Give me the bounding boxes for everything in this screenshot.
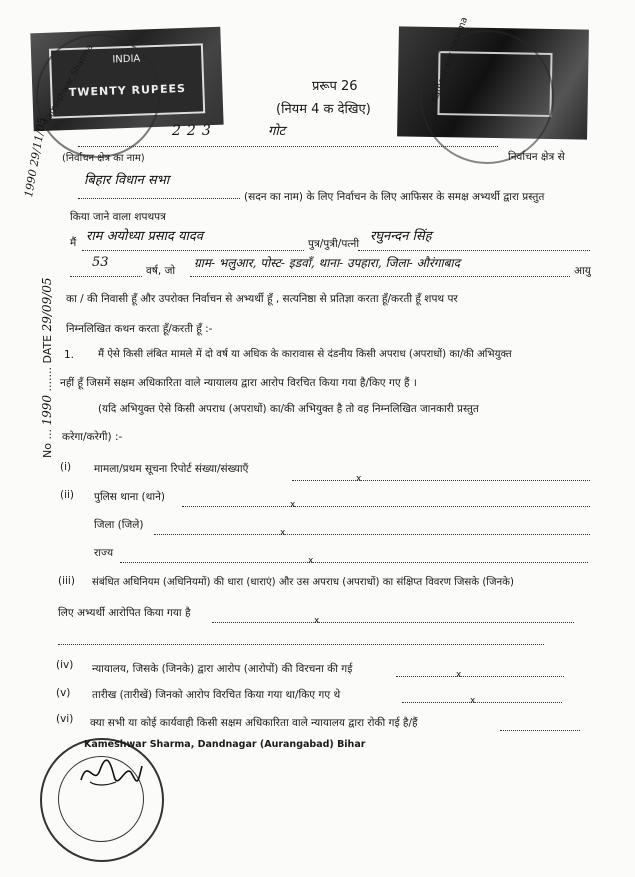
year-label: वर्ष, जो <box>146 265 176 277</box>
item-v-line <box>402 702 562 703</box>
item-v-number: (v) <box>56 687 71 699</box>
item-ii-text: पुलिस थाना (थाने) <box>94 491 166 503</box>
item-i-text: मामला/प्रथम सूचना रिपोर्ट संख्या/संख्याएँ <box>94 463 249 475</box>
house-line <box>78 198 240 199</box>
constituency-name-label: (निर्वाचन क्षेत्र का नाम) <box>62 153 145 164</box>
affidavit-line5: का / की निवासी हूँ और उपरोक्त निर्वाचन से अभ्यर्थी हूँ , सत्यनिष्ठा से प्रतिज्ञा करता हूँ/करती हूँ शपथ पर <box>66 293 458 305</box>
seal-text-bottom-left: Kameshwar Sharma, Dandnagar (Aurangabad) Bihar <box>84 739 366 750</box>
constituency-suffix: निर्वाचन क्षेत्र से <box>508 151 565 163</box>
margin-register-stamp: No ... 1990 ....... DATE 29/09/05 <box>40 277 54 458</box>
affidavit-line6: निम्नलिखित कथन करता हूँ/करती हूँ :- <box>66 323 213 335</box>
handwritten-number: 223 <box>172 123 217 139</box>
item-iv-line <box>396 676 564 677</box>
item-iii-cross: x <box>314 616 320 626</box>
item-v-text: तारीख (तारीखें) जिनको आरोप विरचित किया गया था/किए गए थे <box>92 689 341 701</box>
address-line <box>190 276 570 277</box>
no-label: No <box>41 443 54 458</box>
margin-date-handwritten: 1990 29/11/05 <box>22 116 49 199</box>
item-ii-c-text: राज्य <box>94 547 114 559</box>
item-ii-b-cross: x <box>280 528 286 538</box>
item-v-cross: x <box>470 696 476 706</box>
stamp-line2: TWENTY RUPEES <box>68 81 187 100</box>
father-line <box>358 250 590 251</box>
house-label: (सदन का नाम) के लिए निर्वाचन के लिए आफिसर के समक्ष अभ्यर्थी द्वारा प्रस्तुत <box>244 191 545 203</box>
date-label: DATE <box>41 334 54 364</box>
age-line <box>70 276 142 277</box>
item-ii-c-cross: x <box>308 556 314 566</box>
item1-number: 1. <box>64 349 75 361</box>
item-vi-line <box>500 730 580 731</box>
constituency-line <box>78 146 498 147</box>
item-iv-number: (iv) <box>56 659 74 671</box>
item-iii-line1: संबंधित अधिनियम (अधिनियमों) की धारा (धाराएं) और उस अपराध (अपराधों) का संक्षिप्त विवरण जिसके (जिनके) <box>92 577 514 588</box>
item-ii-cross: x <box>290 500 296 510</box>
stamp-line1: INDIA <box>112 53 141 66</box>
handwritten-suffix: गोट <box>268 124 286 139</box>
form-title: प्ररूप 26 <box>312 79 358 94</box>
seal-text-top-right: Kameshwar Sharma <box>429 15 471 105</box>
item-i-cross: x <box>356 474 362 484</box>
item-ii-number: (ii) <box>60 489 75 501</box>
item-iii-line2: लिए अभ्यर्थी आरोपित किया गया है <box>58 607 191 619</box>
form-rule: (नियम 4 क देखिए) <box>276 102 371 117</box>
item1-line4: करेगा/करेगी) :- <box>62 431 123 443</box>
affidavit-line2: किया जाने वाला शपथपत्र <box>70 211 166 223</box>
main-prefix: मैं <box>70 237 77 249</box>
item-ii-b-line <box>154 534 590 535</box>
address-value: ग्राम- भलुआर, पोस्ट- इडवाँ, थाना- उपहारा, जिला- औरंगाबाद <box>194 256 460 270</box>
item1-line2: नहीं हूँ जिसमें सक्षम अधिकारिता वाले न्यायालय द्वारा आरोप विरचित किया गया है/किए गए हैं । <box>60 377 417 389</box>
item-iii-line-2 <box>58 644 544 645</box>
age-value: 53 <box>92 255 109 270</box>
item-ii-c-line <box>120 562 588 563</box>
father-name: रघुनन्दन सिंह <box>370 229 432 244</box>
item-i-line <box>292 480 590 481</box>
item-vi-number: (vi) <box>56 713 74 725</box>
item-ii-b-text: जिला (जिले) <box>94 519 144 531</box>
no-value: 1990 <box>40 394 54 426</box>
item1-line3: (यदि अभियुक्त ऐसे किसी अपराध (अपराधों) का/की अभियुक्त है तो वह निम्नलिखित जानकारी प्रस्तुत <box>98 403 479 415</box>
signature-icon <box>76 752 146 792</box>
item-iii-line <box>212 622 574 623</box>
item1-line1: मैं ऐसे किसी लंबित मामले में दो वर्ष या अधिक के कारावास से दंडनीय किसी अपराध (अपराधों) का/की अभियुक्त <box>98 349 512 360</box>
item-i-number: (i) <box>60 461 72 473</box>
name-line <box>82 250 304 251</box>
relation-label: पुत्र/पुत्री/पत्नी <box>308 238 360 250</box>
house-value: बिहार विधान सभा <box>84 173 170 188</box>
seal-text-top-left: Kameshwar Sharma <box>41 42 96 127</box>
item-iv-cross: x <box>456 670 462 680</box>
item-iv-text: न्यायालय, जिसके (जिनके) द्वारा आरोप (आरोपों) की विरचना की गई <box>92 663 353 675</box>
age-label: आयु <box>574 265 591 277</box>
candidate-name: राम अयोध्या प्रसाद यादव <box>86 229 203 244</box>
item-vi-text: क्या सभी या कोई कार्यवाही किसी सक्षम अधिकारिता वाले न्यायालय द्वारा रोकी गई है/हैं <box>90 717 418 729</box>
date-value: 29/09/05 <box>40 277 54 332</box>
item-iii-number: (iii) <box>58 575 75 587</box>
item-ii-line <box>182 506 590 507</box>
